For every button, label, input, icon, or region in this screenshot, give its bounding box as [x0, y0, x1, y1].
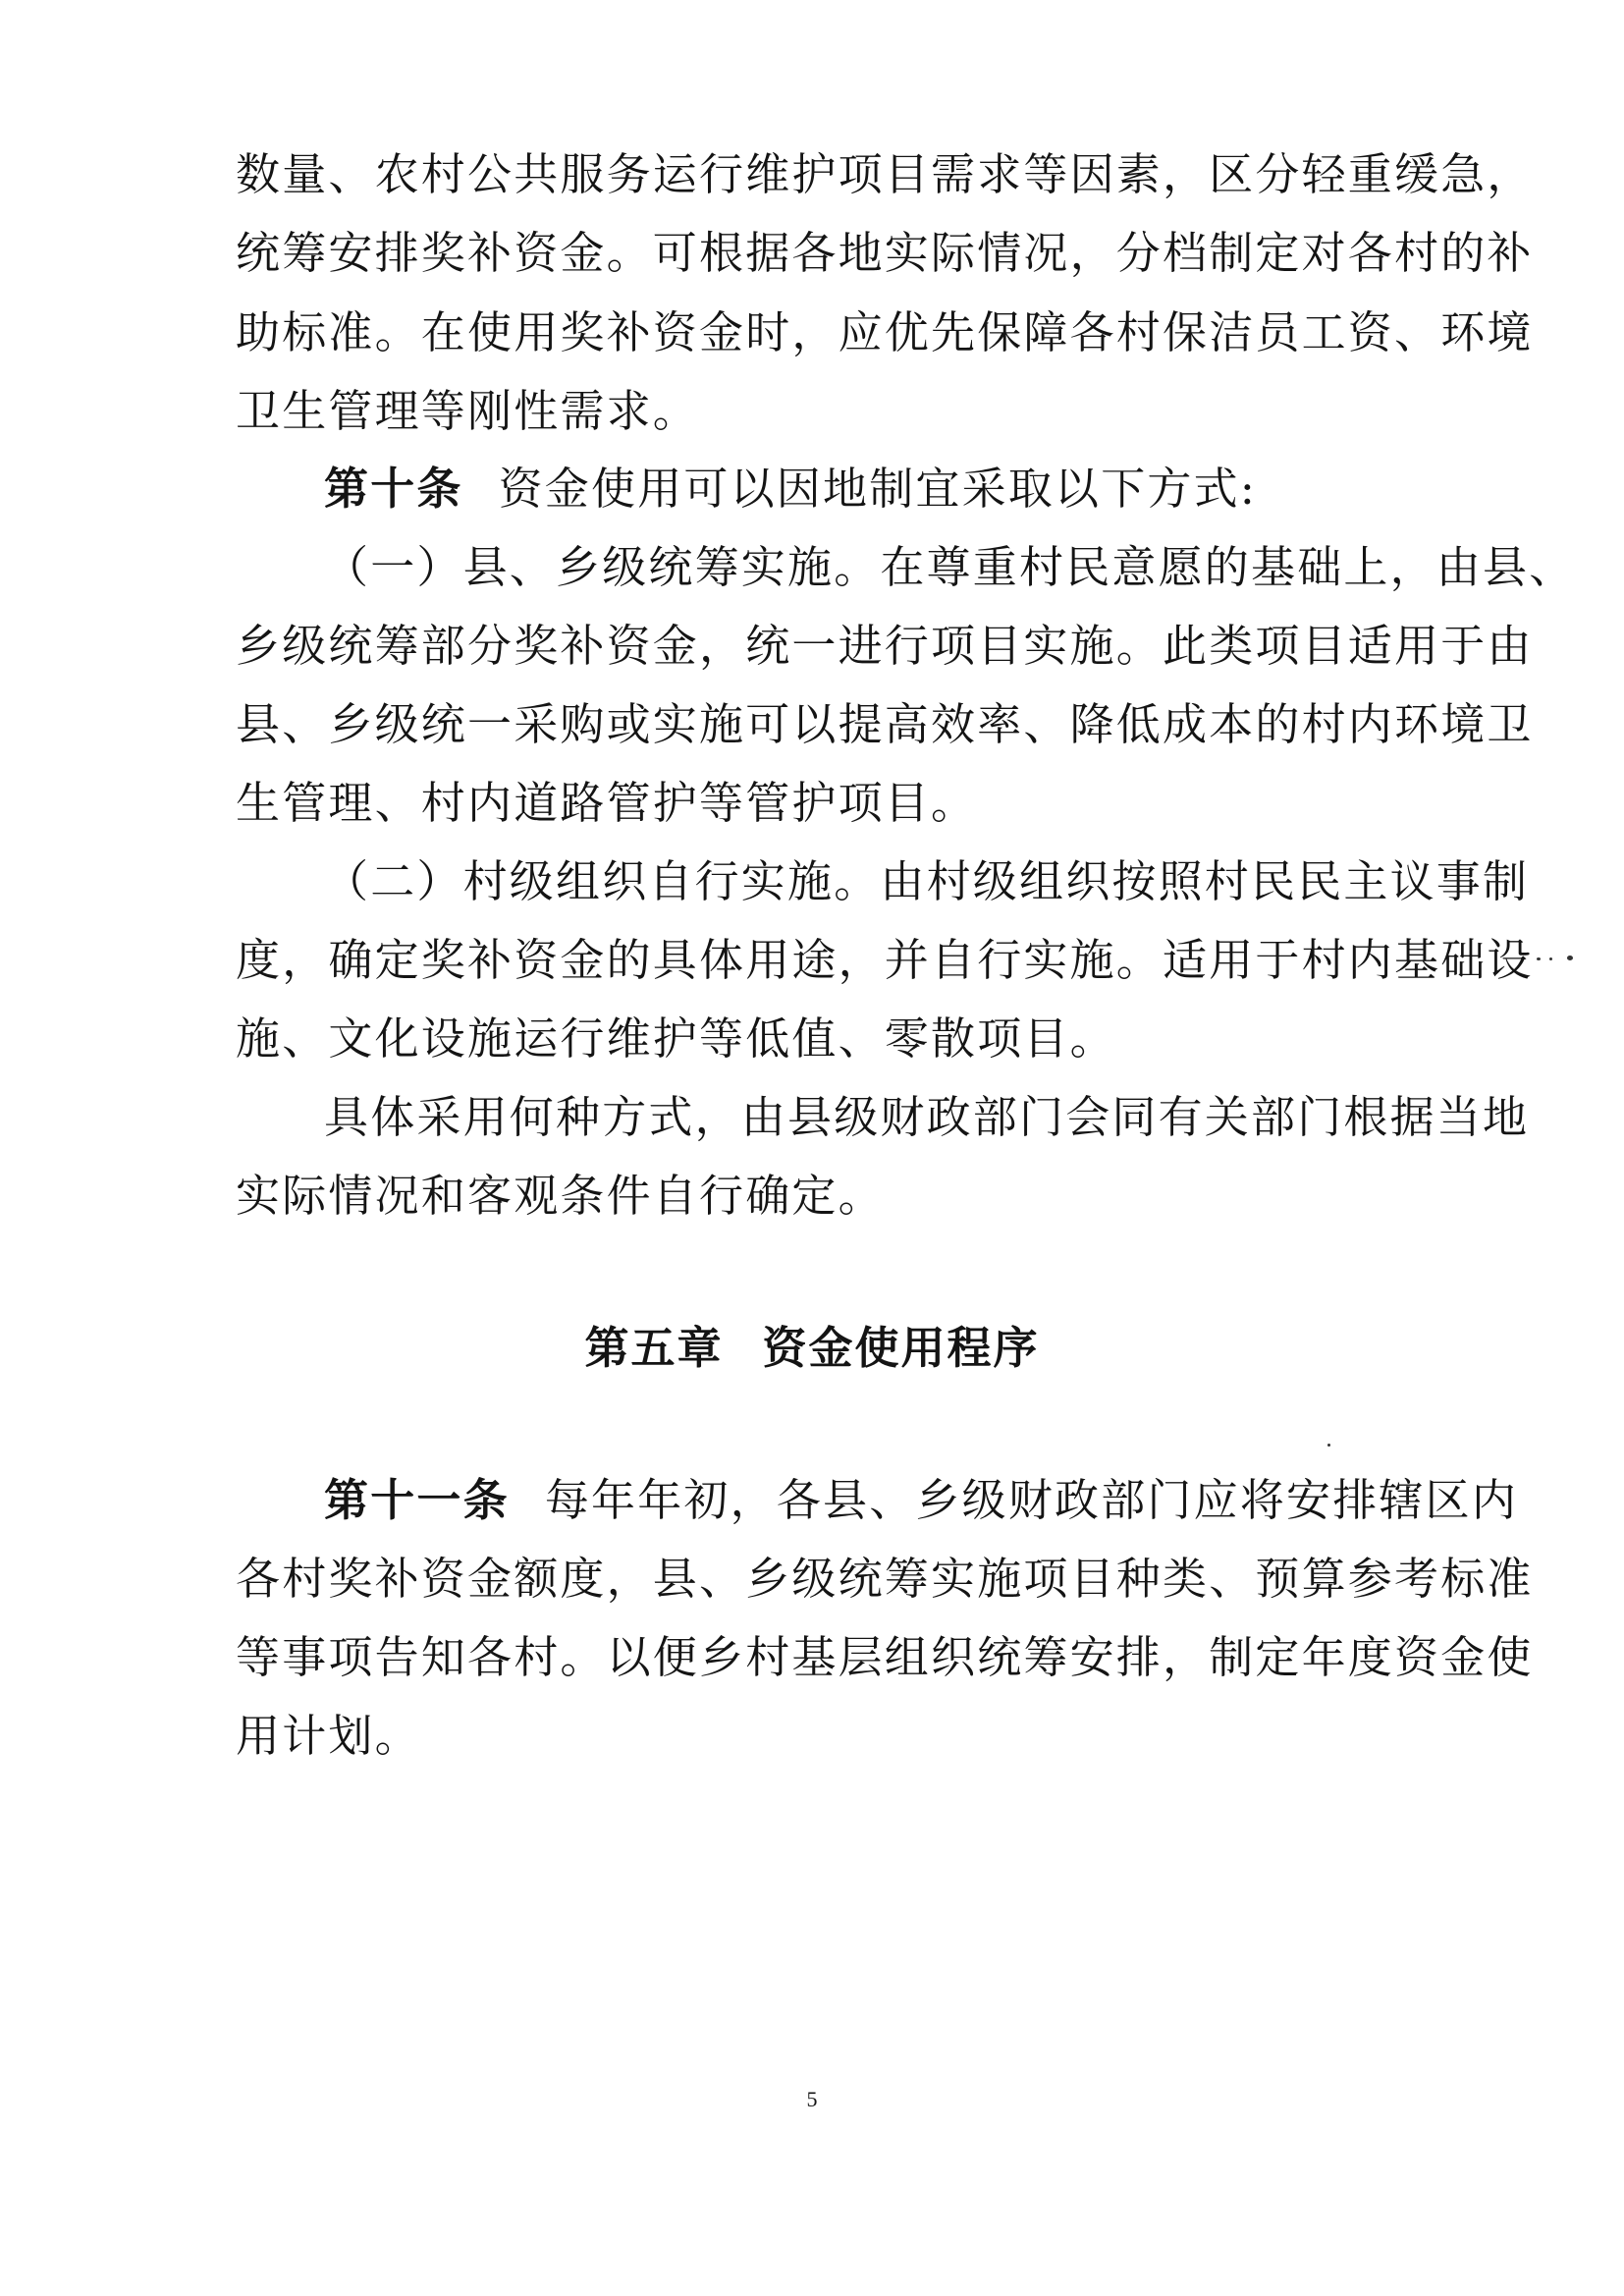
- article-10-closing-line: 具体采用何种方式，由县级财政部门会同有关部门根据当地: [324, 1091, 1530, 1143]
- article-10-item-1-line: 乡级统筹部分奖补资金，统一进行项目实施。此类项目适用于由: [236, 620, 1534, 672]
- chapter-number: 第五章: [584, 1322, 724, 1374]
- scan-speck: [1567, 956, 1573, 960]
- scan-speck: [1549, 957, 1552, 960]
- article-10-heading: [324, 462, 1463, 517]
- article-10-intro: 资金使用可以因地制宜采取以下方式:: [498, 463, 1258, 515]
- paragraph-line: 数量、农村公共服务运行维护项目需求等因素，区分轻重缓急，: [236, 148, 1534, 200]
- paragraph-line: 助标准。在使用奖补资金时，应优先保障各村保洁员工资、环境: [236, 306, 1534, 358]
- article-10-item-2-line: 施、文化设施运行维护等低值、零散项目。: [236, 1012, 1116, 1065]
- chapter-heading: [0, 1321, 1624, 1376]
- page-number: 5: [806, 2087, 818, 2111]
- paragraph-line: 统筹安排奖补资金。可根据各地实际情况，分档制定对各村的补: [236, 227, 1534, 279]
- article-10-item-2-line: 度，确定奖补资金的具体用途，并自行实施。适用于村内基础设: [236, 934, 1534, 986]
- article-10-item-2-line: （二）村级组织自行实施。由村级组织按照村民民主议事制: [324, 855, 1530, 907]
- article-10-item-1-line: 生管理、村内道路管护等管护项目。: [236, 777, 978, 829]
- article-10-item-1-line: （一）县、乡级统筹实施。在尊重村民意愿的基础上，由县、: [324, 541, 1576, 593]
- article-11-line: 等事项告知各村。以便乡村基层组织统筹安排，制定年度资金使: [236, 1631, 1534, 1683]
- scan-speck: [1327, 1444, 1330, 1447]
- article-11-first-line: [324, 1473, 1519, 1528]
- article-10-label: 第十条: [324, 463, 463, 515]
- article-10-closing-line: 实际情况和客观条件自行确定。: [236, 1170, 885, 1222]
- scan-speck: [1537, 957, 1541, 960]
- article-11-line: 用计划。: [236, 1710, 421, 1762]
- article-10-item-1-line: 县、乡级统一采购或实施可以提高效率、降低成本的村内环境卫: [236, 698, 1534, 750]
- article-11-line: 各村奖补资金额度，县、乡级统筹实施项目种类、预算参考标准: [236, 1553, 1534, 1605]
- paragraph-line: 卫生管理等刚性需求。: [236, 385, 700, 437]
- chapter-title: 资金使用程序: [762, 1322, 1040, 1374]
- article-11-label: 第十一条: [324, 1474, 510, 1526]
- article-11-text: 每年年初，各县、乡级财政部门应将安排辖区内: [544, 1474, 1519, 1526]
